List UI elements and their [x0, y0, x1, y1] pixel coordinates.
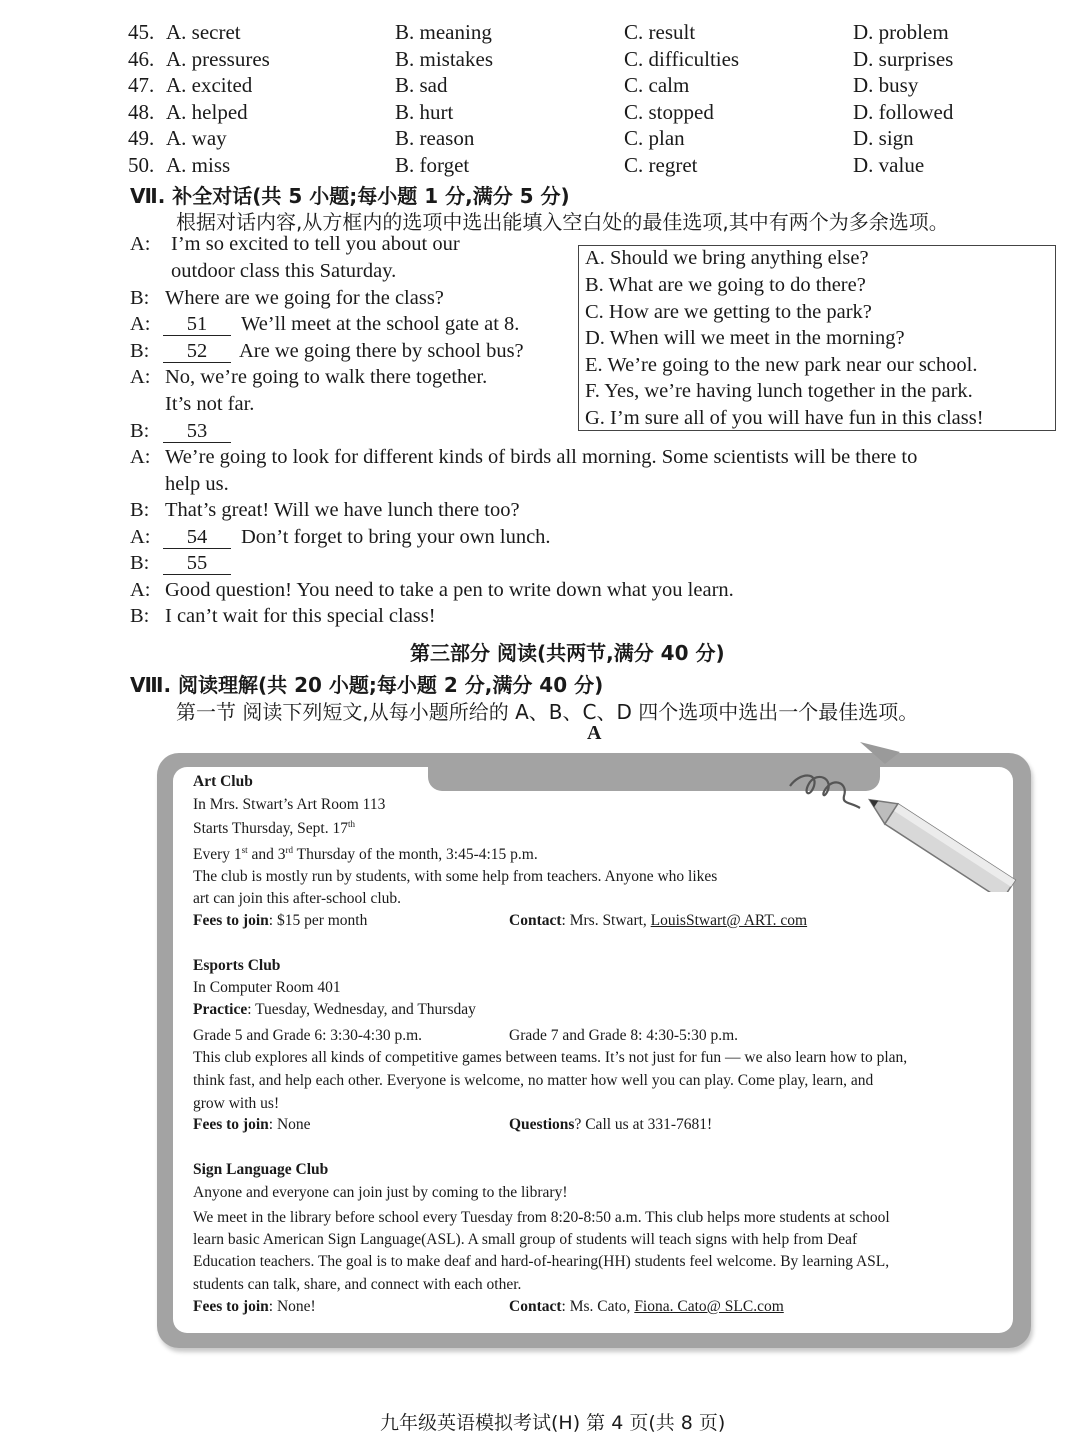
club-title-esports: Esports Club [193, 957, 281, 974]
option-d: D. busy [853, 73, 919, 97]
option-c: C. calm [624, 73, 690, 97]
option-b: B. sad [395, 73, 448, 97]
club-title-sign-language: Sign Language Club [193, 1161, 329, 1178]
question-number: 45. [128, 20, 155, 44]
club-fees: Fees to join: None! [193, 1298, 316, 1315]
club-schedule: Grade 5 and Grade 6: 3:30-4:30 p.m. [193, 1027, 422, 1044]
option-b: B. forget [395, 153, 470, 177]
option-b: B. hurt [395, 100, 454, 124]
dialogue-line: I’m so excited to tell you about our [171, 233, 460, 255]
club-room: In Computer Room 401 [193, 979, 341, 996]
option-d: D. followed [853, 100, 954, 124]
dialogue-line: help us. [165, 473, 229, 495]
dialogue-line: Good question! You need to take a pen to write down what you learn. [165, 579, 734, 601]
speaker: A: [130, 233, 151, 255]
club-description: The club is mostly run by students, with some help from teachers. Anyone who likes [193, 868, 718, 885]
option-a: A. miss [166, 153, 231, 177]
club-start-date: Starts Thursday, Sept. 17th [193, 819, 356, 838]
blank-52: 52 [163, 340, 231, 363]
question-48 [128, 100, 954, 125]
speaker: B: [130, 420, 150, 442]
passage-label: A [587, 722, 602, 744]
section-7-heading: Ⅶ. 补全对话(共 5 小题;每小题 1 分,满分 5 分) [130, 184, 570, 208]
dialogue-line: No, we’re going to walk there together. [165, 366, 488, 388]
question-number: 49. [128, 126, 155, 150]
dialogue-line: It’s not far. [165, 393, 255, 415]
dialogue-line: We’re going to look for different kinds of birds all morning. Some scientists will be there to [165, 446, 918, 468]
contact-email-link[interactable]: LouisStwart@ ART. com [650, 912, 808, 929]
dialogue-line: Are we going there by school bus? [239, 340, 524, 362]
section-7-instruction: 根据对话内容,从方框内的选项中选出能填入空白处的最佳选项,其中有两个为多余选项。 [176, 210, 949, 234]
pencil-icon [780, 742, 1030, 892]
club-description: students can talk, share, and connect with each other. [193, 1276, 522, 1293]
question-number: 50. [128, 153, 155, 177]
club-schedule: Every 1st and 3rd Thursday of the month, 3:45-4:15 p.m. [193, 845, 538, 864]
option-box-a: A. Should we bring anything else? [585, 247, 869, 269]
option-b: B. mistakes [395, 47, 493, 71]
club-questions: Questions? Call us at 331-7681! [509, 1116, 713, 1133]
question-46 [128, 47, 954, 72]
speaker: B: [130, 499, 150, 521]
club-description: art can join this after-school club. [193, 890, 402, 907]
club-fees: Fees to join: None [193, 1116, 311, 1133]
option-a: A. helped [166, 100, 248, 124]
option-a: A. pressures [166, 47, 270, 71]
club-contact: Contact: Mrs. Stwart, LouisStwart@ ART. com [509, 912, 808, 929]
option-box-d: D. When will we meet in the morning? [585, 327, 905, 349]
option-box-e: E. We’re going to the new park near our school. [585, 354, 978, 376]
club-schedule: Grade 7 and Grade 8: 4:30-5:30 p.m. [509, 1027, 738, 1044]
speaker: A: [130, 446, 151, 468]
club-description: This club explores all kinds of competitive games between teams. It’s not just for fun — we also learn how to plan, [193, 1049, 908, 1066]
speaker: A: [130, 366, 151, 388]
options-box [578, 245, 1056, 431]
option-c: C. difficulties [624, 47, 740, 71]
blank-54: 54 [163, 526, 231, 549]
club-title-art: Art Club [193, 773, 253, 790]
question-number: 47. [128, 73, 155, 97]
speaker: B: [130, 340, 150, 362]
option-b: B. meaning [395, 20, 492, 44]
club-room: In Mrs. Stwart’s Art Room 113 [193, 796, 386, 813]
club-description: grow with us! [193, 1095, 280, 1112]
club-description: learn basic American Sign Language(ASL). A small group of students will teach signs with help from Deaf [193, 1231, 858, 1248]
option-c: C. regret [624, 153, 698, 177]
speaker: B: [130, 287, 150, 309]
club-intro: Anyone and everyone can join just by coming to the library! [193, 1184, 568, 1201]
option-d: D. value [853, 153, 925, 177]
question-number: 48. [128, 100, 155, 124]
speaker: A: [130, 579, 151, 601]
section-8-heading: Ⅷ. 阅读理解(共 20 小题;每小题 2 分,满分 40 分) [130, 673, 604, 697]
option-a: A. secret [166, 20, 241, 44]
option-b: B. reason [395, 126, 475, 150]
dialogue-line: That’s great! Will we have lunch there too? [165, 499, 520, 521]
blank-53: 53 [163, 420, 231, 443]
club-description: think fast, and help each other. Everyone is welcome, no matter how well you can play. Come play, learn, and [193, 1072, 874, 1089]
club-practice: Practice: Tuesday, Wednesday, and Thursday [193, 1001, 476, 1018]
dialogue-line: Where are we going for the class? [165, 287, 444, 309]
option-a: A. excited [166, 73, 253, 97]
option-d: D. problem [853, 20, 949, 44]
club-fees: Fees to join: $15 per month [193, 912, 368, 929]
option-a: A. way [166, 126, 227, 150]
dialogue-line: outdoor class this Saturday. [171, 260, 397, 282]
dialogue-line: Don’t forget to bring your own lunch. [241, 526, 551, 548]
subsection-instruction: 第一节 阅读下列短文,从每小题所给的 A、B、C、D 四个选项中选出一个最佳选项。 [176, 700, 919, 724]
speaker: B: [130, 552, 150, 574]
question-45 [128, 20, 949, 45]
contact-email-link[interactable]: Fiona. Cato@ SLC.com [634, 1298, 784, 1315]
question-47 [128, 73, 919, 98]
club-description: Education teachers. The goal is to make deaf and hard-of-hearing(HH) students feel welcome. By learning ASL, [193, 1253, 890, 1270]
dialogue-line: We’ll meet at the school gate at 8. [241, 313, 520, 335]
option-box-c: C. How are we getting to the park? [585, 301, 872, 323]
question-49 [128, 126, 914, 151]
dialogue-line: I can’t wait for this special class! [165, 605, 436, 627]
option-d: D. sign [853, 126, 914, 150]
blank-55: 55 [163, 552, 231, 575]
option-c: C. stopped [624, 100, 714, 124]
page-footer: 九年级英语模拟考试(H) 第 4 页(共 8 页) [380, 1412, 726, 1434]
option-c: C. plan [624, 126, 685, 150]
part-3-title: 第三部分 阅读(共两节,满分 40 分) [410, 641, 725, 665]
option-box-f: F. Yes, we’re having lunch together in the park. [585, 380, 973, 402]
option-d: D. surprises [853, 47, 954, 71]
speaker: B: [130, 605, 150, 627]
club-contact: Contact: Ms. Cato, Fiona. Cato@ SLC.com [509, 1298, 784, 1315]
option-box-g: G. I’m sure all of you will have fun in this class! [585, 407, 984, 429]
speaker: A: [130, 526, 151, 548]
option-c: C. result [624, 20, 696, 44]
speaker: A: [130, 313, 151, 335]
club-description: We meet in the library before school every Tuesday from 8:20-8:50 a.m. This club helps more students at school [193, 1209, 890, 1226]
option-box-b: B. What are we going to do there? [585, 274, 866, 296]
question-50 [128, 153, 925, 178]
question-number: 46. [128, 47, 155, 71]
blank-51: 51 [163, 313, 231, 336]
